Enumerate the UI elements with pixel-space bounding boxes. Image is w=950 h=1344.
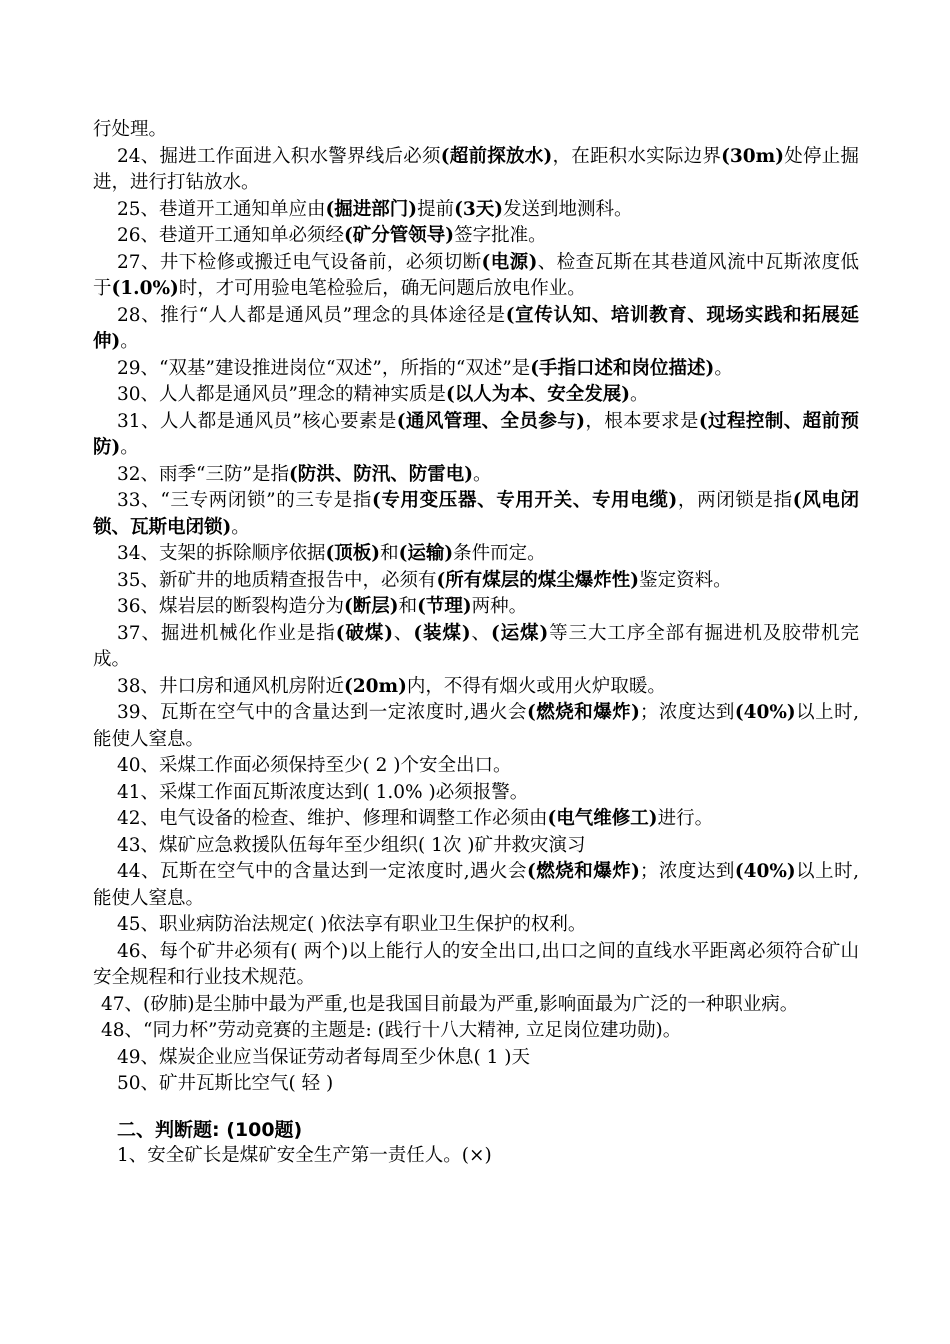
question-text: 28、推行“人人都是通风员”理念的具体途径是	[117, 304, 506, 326]
question-p31	[93, 409, 859, 462]
question-text: 进行。	[657, 808, 714, 829]
question-text: 39、瓦斯在空气中的含量达到一定浓度时,遇火会	[117, 702, 528, 723]
answer-text: (所有煤层的煤尘爆炸性)	[436, 569, 640, 591]
question-text: 等三大工序全部有掘进机及胶带机完成。	[93, 622, 859, 670]
question-text: 24、掘进工作面进入积水警界线后必须	[117, 145, 441, 167]
question-text: 时，才可用验电笔检验后，确无问题后放电作业。	[178, 278, 586, 299]
question-text: 49、煤炭企业应当保证劳动者每周至少休息( 1 )天	[117, 1046, 531, 1068]
question-text: ，在距积水实际边界	[552, 145, 722, 167]
answer-text: (20m)	[344, 675, 407, 697]
answer-text: (通风管理、全员参与)	[396, 410, 585, 432]
question-text: ；浓度达到	[639, 702, 735, 723]
question-p38	[93, 674, 859, 701]
question-text: 35、新矿井的地质精查报告中，必须有	[117, 569, 437, 591]
question-p50	[93, 1071, 859, 1098]
question-text: 45、职业病防治法规定( )依法享有职业卫生保护的权利。	[117, 914, 587, 935]
question-text: 提前	[417, 198, 455, 220]
question-p33	[93, 488, 859, 541]
question-text: 25、巷道开工通知单应由	[117, 198, 326, 220]
question-text: 内，不得有烟火或用火炉取暖。	[406, 675, 666, 697]
question-p43	[93, 833, 859, 860]
answer-text: (30m)	[721, 145, 784, 167]
question-p42	[93, 806, 859, 833]
question-text: 。	[472, 463, 492, 485]
question-text: 处停止掘进，进行打钻放水。	[93, 145, 859, 193]
answer-text: (40%)	[734, 861, 796, 882]
answer-text: (手指口述和岗位描述)	[530, 357, 715, 379]
question-text: 34、支架的拆除顺序依据	[117, 543, 326, 564]
question-text: ，根本要求是	[584, 410, 699, 432]
answer-text: (运煤)	[490, 622, 549, 644]
question-text: 36、煤岩层的断裂构造分为	[117, 596, 345, 617]
question-text: 发送到地测科。	[502, 198, 633, 220]
section-gap	[93, 1098, 859, 1117]
answer-text: (破煤)	[335, 622, 393, 644]
question-text: 。	[630, 384, 649, 405]
question-p25	[93, 197, 859, 224]
question-text: 、	[470, 622, 491, 644]
question-p40	[93, 753, 859, 780]
question-text: 47、(矽肺)是尘肺中最为严重,也是我国目前最为严重,影响面最为广泛的一种职业病。	[101, 993, 799, 1015]
question-text: 43、煤矿应急救援队伍每年至少组织( 1次 )矿井救灾演习	[117, 834, 586, 856]
answer-text: (以人为本、安全发展)	[446, 384, 631, 405]
question-text: 41、采煤工作面瓦斯浓度达到( 1.0% )必须报警。	[117, 781, 529, 803]
answer-text: (矿分管领导)	[344, 225, 455, 246]
question-text: 42、电气设备的检查、维护、修理和调整工作必须由	[117, 808, 548, 829]
question-p28	[93, 303, 859, 356]
question-text: 、	[392, 622, 414, 644]
question-text: ，两闭锁是指	[677, 490, 793, 511]
answer-text: (运输)	[398, 543, 454, 564]
question-text: 44、瓦斯在空气中的含量达到一定浓度时,遇火会	[117, 861, 528, 882]
answer-text: (宣传认知、培训教育、现场实践和拓展延伸)	[93, 304, 859, 352]
question-text: 。	[714, 357, 733, 379]
question-p36	[93, 594, 859, 621]
answer-text: (燃烧和爆炸)	[527, 861, 640, 882]
question-text: 27、井下检修或搬迁电气设备前，必须切断	[117, 251, 482, 273]
question-text: 以上时,能使人窒息。	[93, 861, 859, 909]
question-p44	[93, 859, 859, 912]
question-text: 签字批准。	[454, 225, 547, 246]
question-p48	[93, 1018, 859, 1045]
question-p45	[93, 912, 859, 939]
question-text: 、检查瓦斯在其巷道风流中瓦斯浓度低于	[93, 251, 859, 299]
question-text: 31、人人都是通风员”核心要素是	[117, 410, 397, 432]
question-p41	[93, 780, 859, 807]
question-text: 48、“同力杯”劳动竞赛的主题是: (践行十八大精神, 立足岗位建功勋)。	[101, 1020, 682, 1041]
question-text: 50、矿井瓦斯比空气( 轻 )	[117, 1073, 334, 1094]
answer-text: (电源)	[481, 251, 538, 273]
answer-text: (掘进部门)	[325, 198, 418, 220]
answer-text: (风电闭锁、瓦斯电闭锁)	[93, 490, 859, 538]
question-text: 26、巷道开工通知单必须经	[117, 225, 345, 246]
answer-text: (顶板)	[325, 543, 381, 564]
answer-text: (3天)	[454, 198, 503, 220]
answer-text: (防洪、防汛、防雷电)	[288, 463, 473, 485]
question-text: 40、采煤工作面必须保持至少( 2 )个安全出口。	[117, 755, 512, 776]
answer-text: (断层)	[344, 596, 399, 617]
question-text: 33、“三专两闭锁”的三专是指	[117, 490, 372, 511]
question-text: 。	[120, 331, 139, 352]
question-text: 46、每个矿井必须有( 两个)以上能行人的安全出口,出口之间的直线水平距离必须符合矿山安全规程和行业技术规范。	[93, 940, 859, 988]
question-p32	[93, 462, 859, 489]
document-body	[93, 117, 859, 1170]
answer-text: (40%)	[734, 702, 796, 723]
judgment-question-1: 1、安全矿长是煤矿安全生产第一责任人。(×)	[117, 1145, 492, 1166]
answer-text: (装煤)	[413, 622, 471, 644]
question-text: 条件而定。	[453, 543, 546, 564]
answer-text: (燃烧和爆炸)	[527, 702, 640, 723]
answer-text: (专用变压器、专用开关、专用电缆)	[371, 490, 678, 511]
section-heading-judgment: 二、判断题: (100题)	[117, 1118, 303, 1141]
question-text: 以上时,能使人窒息。	[93, 702, 859, 750]
answer-text: (电气维修工)	[547, 808, 658, 829]
question-text: 38、井口房和通风机房附近	[117, 675, 345, 697]
question-p39	[93, 700, 859, 753]
question-p26	[93, 223, 859, 250]
question-p34	[93, 541, 859, 568]
answer-text: (超前探放水)	[440, 145, 553, 167]
question-p37	[93, 621, 859, 674]
answer-text: (过程控制、超前预防)	[93, 410, 859, 458]
answer-text: (1.0%)	[111, 278, 179, 299]
question-text: 鉴定资料。	[639, 569, 732, 591]
question-p24	[93, 144, 859, 197]
question-p35	[93, 568, 859, 595]
question-p29	[93, 356, 859, 383]
question-p0	[93, 117, 859, 144]
question-text: ；浓度达到	[639, 861, 735, 882]
question-p46	[93, 939, 859, 992]
question-p27	[93, 250, 859, 303]
question-text: 32、雨季“三防”是指	[117, 463, 289, 485]
answer-text: (节理)	[417, 596, 472, 617]
question-text: 两种。	[471, 596, 528, 617]
question-text: 。	[120, 437, 139, 458]
fill-in-questions	[93, 117, 859, 1098]
question-text: 29、“双基”建设推进岗位“双述”，所指的“双述”是	[117, 357, 531, 379]
question-text: 和	[380, 543, 399, 564]
question-text: 和	[398, 596, 418, 617]
question-p49	[93, 1045, 859, 1072]
question-text: 37、掘进机械化作业是指	[117, 622, 336, 644]
question-text: 30、人人都是通风员”理念的精神实质是	[117, 384, 446, 405]
question-p47	[93, 992, 859, 1019]
question-p30	[93, 382, 859, 409]
question-text: 行处理。	[93, 119, 168, 140]
question-text: 。	[231, 516, 250, 538]
